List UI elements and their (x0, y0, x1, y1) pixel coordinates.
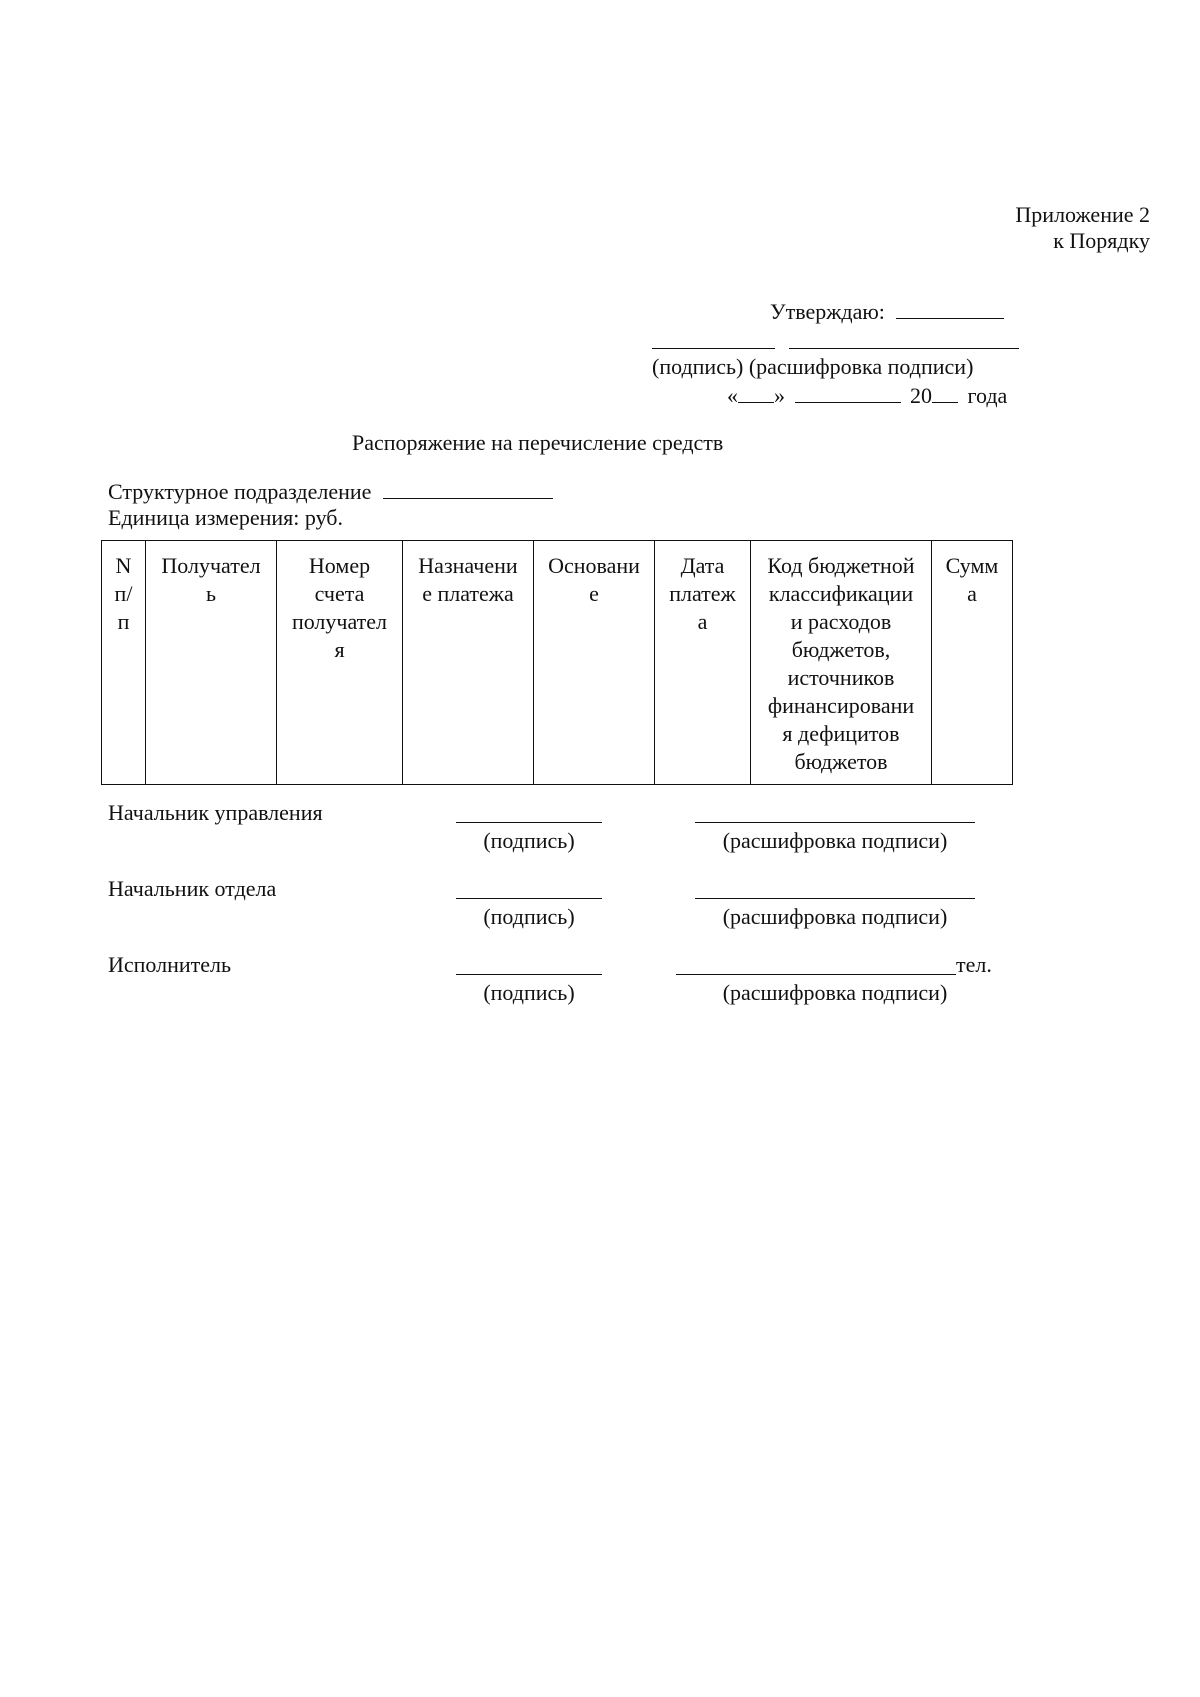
approver-caption: (подпись) (расшифровка подписи) (652, 354, 974, 379)
approver-signature-field[interactable] (652, 328, 775, 349)
approve-line (770, 298, 1004, 325)
header-recipient: Получател ь (146, 541, 277, 785)
header-account-number: Номер счета получател я (277, 541, 403, 785)
header-budget-code: Код бюджетной классификации и расходов бюджетов, источников финансировани я дефицитов бюджетов (751, 541, 932, 785)
name-caption: (расшифровка подписи) (722, 904, 948, 929)
date-year-prefix: 20 (910, 383, 932, 408)
measure-unit: Единица измерения: руб. (108, 505, 343, 530)
header-number: N п/ п (102, 541, 146, 785)
name-field[interactable] (695, 822, 975, 823)
signature-field[interactable] (456, 974, 602, 975)
date-year-field[interactable] (932, 382, 958, 403)
approver-signature-lines (652, 328, 1019, 355)
approver-position-field[interactable] (896, 298, 1004, 319)
approval-date (727, 382, 1007, 409)
date-month-field[interactable] (795, 382, 901, 403)
header-amount: Сумм а (932, 541, 1013, 785)
name-caption: (расшифровка подписи) (722, 980, 948, 1005)
date-open-quote: « (727, 383, 738, 408)
header-payment-date: Дата платеж а (655, 541, 751, 785)
phone-label: тел. (956, 952, 992, 977)
signature-field[interactable] (456, 898, 602, 899)
structural-unit-line (108, 478, 553, 505)
signature-caption: (подпись) (483, 904, 575, 929)
date-year-suffix: года (967, 383, 1008, 408)
structural-unit-label: Структурное подразделение (108, 479, 372, 504)
appendix-header (1015, 202, 1150, 254)
appendix-reference: к Порядку (1053, 228, 1150, 253)
document-title: Распоряжение на перечисление средств (352, 430, 724, 455)
header-payment-purpose: Назначени е платежа (403, 541, 534, 785)
appendix-number: Приложение 2 (1015, 202, 1150, 227)
header-basis: Основани е (534, 541, 655, 785)
signature-role: Начальник управления (108, 800, 323, 825)
approver-name-field[interactable] (789, 328, 1019, 349)
name-field[interactable] (695, 898, 975, 899)
signature-caption: (подпись) (483, 828, 575, 853)
payment-table (101, 540, 1013, 785)
structural-unit-field[interactable] (383, 478, 553, 499)
signature-role: Начальник отдела (108, 876, 277, 901)
approve-label: Утверждаю: (770, 299, 885, 324)
signature-role: Исполнитель (108, 952, 232, 977)
name-field[interactable] (676, 974, 956, 975)
signature-field[interactable] (456, 822, 602, 823)
name-caption: (расшифровка подписи) (722, 828, 948, 853)
date-day-field[interactable] (738, 382, 774, 403)
table-header-row (102, 541, 1013, 785)
signature-caption: (подпись) (483, 980, 575, 1005)
date-close-quote: » (774, 383, 785, 408)
